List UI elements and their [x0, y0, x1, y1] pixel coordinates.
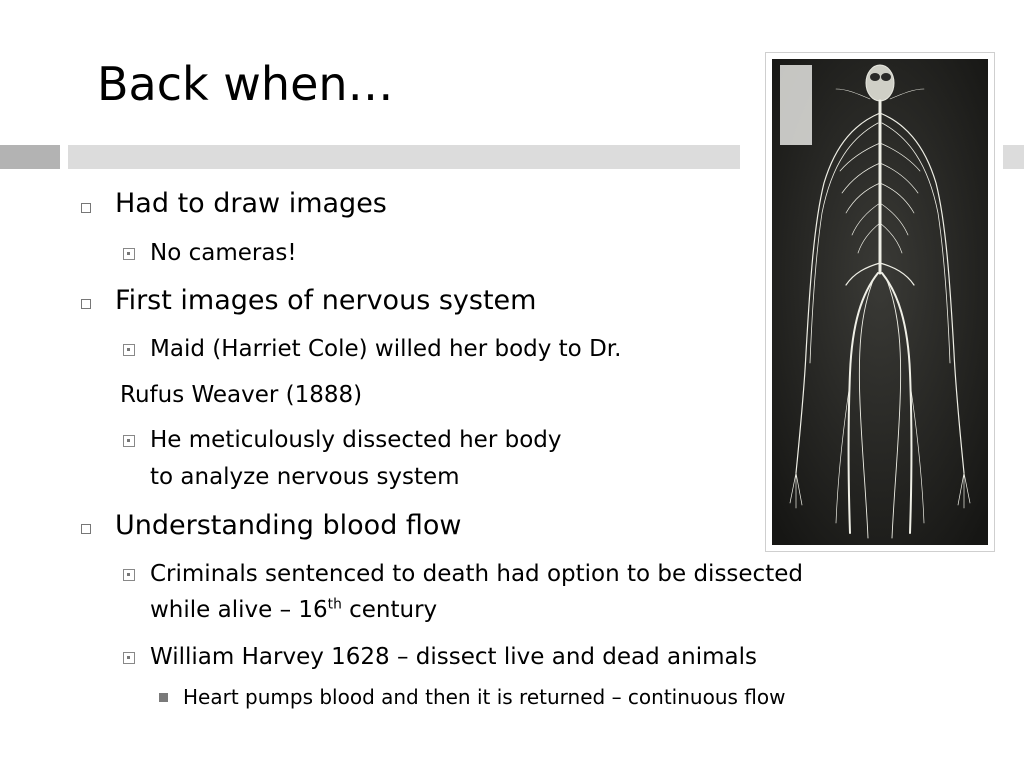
nervous-system-illustration — [766, 53, 994, 551]
bullet-item: Maid (Harriet Cole) willed her body to Dr. — [150, 336, 622, 362]
superscript: th — [327, 596, 342, 613]
title-bar-main — [68, 145, 740, 169]
bullet-item: First images of nervous system — [115, 285, 537, 316]
bullet-text-part: century — [341, 597, 438, 623]
bullet-item: He meticulously dissected her body — [150, 427, 562, 453]
bullet-item: William Harvey 1628 – dissect live and dead animals — [150, 644, 757, 670]
bullet-item: No cameras! — [150, 240, 297, 266]
bullet-marker — [123, 344, 135, 356]
title-bar-accent-right — [1003, 145, 1024, 169]
bullet-item-continuation: to analyze nervous system — [150, 464, 460, 490]
bullet-marker — [123, 569, 135, 581]
bullet-marker — [81, 299, 91, 309]
slide-title: Back when… — [97, 57, 394, 111]
nervous-system-photo — [765, 52, 995, 552]
bullet-item: Criminals sentenced to death had option to be dissected — [150, 561, 803, 587]
bullet-item: Understanding blood flow — [115, 510, 462, 541]
bullet-item-continuation: Rufus Weaver (1888) — [120, 382, 363, 408]
bullet-marker — [81, 524, 91, 534]
bullet-marker — [123, 435, 135, 447]
bullet-marker — [123, 248, 135, 260]
bullet-item: Had to draw images — [115, 188, 387, 219]
bullet-marker — [81, 203, 91, 213]
bullet-marker — [159, 693, 168, 702]
bullet-item-continuation — [150, 595, 437, 625]
bullet-marker — [123, 652, 135, 664]
title-bar-accent-left — [0, 145, 60, 169]
bullet-item: Heart pumps blood and then it is returned – continuous flow — [183, 685, 786, 709]
bullet-text-part: while alive – 16 — [150, 597, 328, 623]
